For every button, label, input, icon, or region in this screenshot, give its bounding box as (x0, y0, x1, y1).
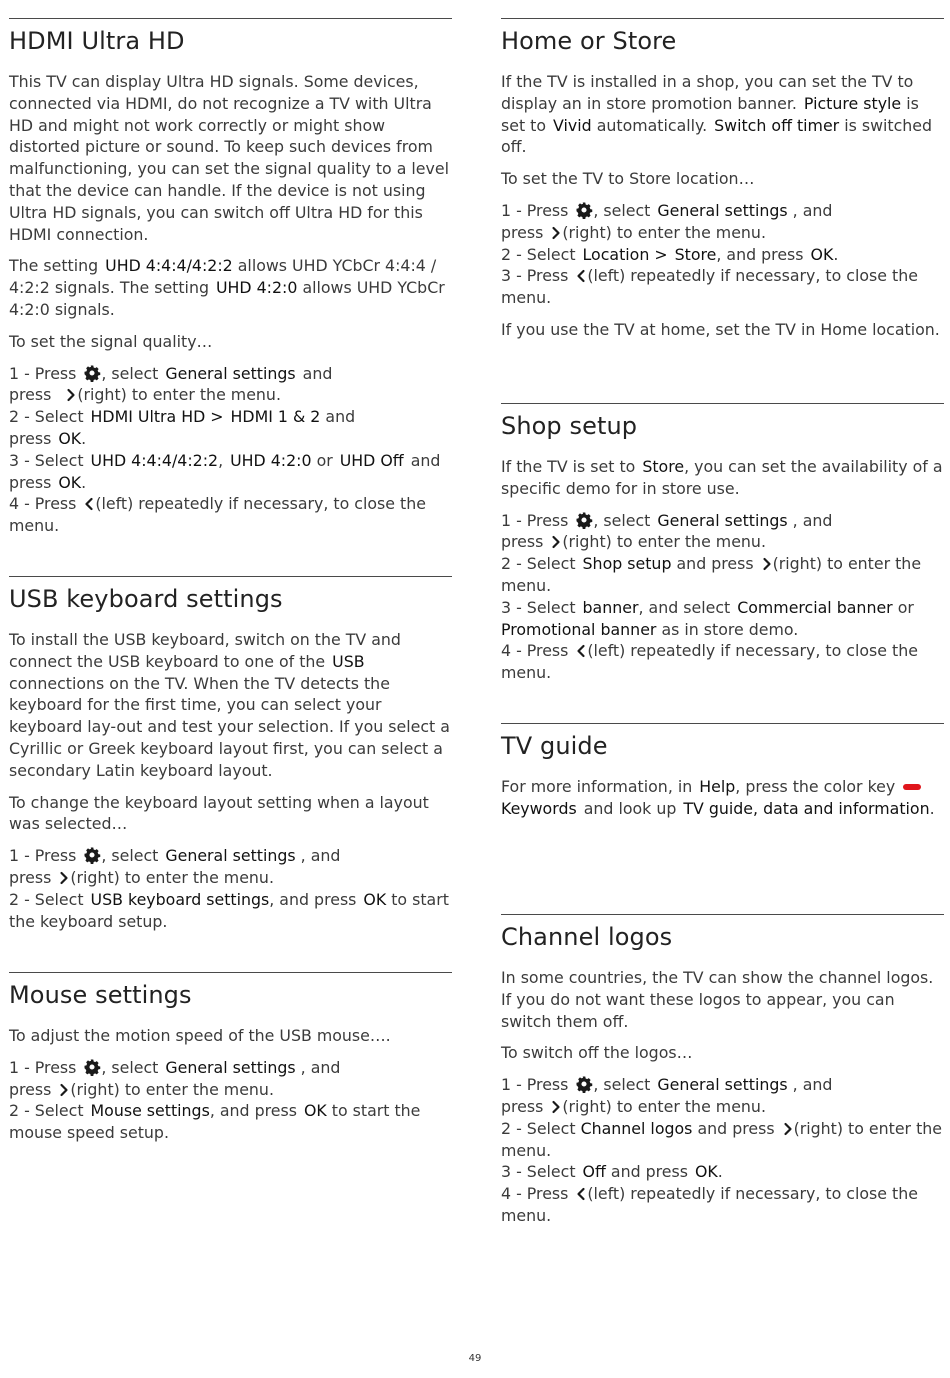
step-2: 2 - Select USB keyboard settings, and press OK to start the keyboard setup. (9, 889, 449, 931)
gear-icon (83, 846, 101, 864)
section-body (501, 967, 944, 1227)
chevron-right-icon (761, 557, 773, 571)
step-4: 4 - Press (left) repeatedly if necessary, to close the menu. (501, 1184, 918, 1225)
step-1: 1 - Press , select General settings , and press (right) to enter the menu. (9, 1057, 341, 1099)
paragraph: To install the USB keyboard, switch on the TV and connect the USB keyboard to one of the USB connections on the TV. When the TV detects the keyboard for the first time, you can select your keyboard lay-out and test your selection. If you select a Cyrillic or Greek keyboard layout first, you can select a secondary Latin keyboard layout. (9, 630, 450, 780)
step-4: 4 - Press (left) repeatedly if necessary, to close the menu. (501, 641, 918, 683)
step-1: 1 - Press , select General settings and press (right) to enter the menu. (9, 363, 333, 405)
section-title: Shop setup (501, 412, 638, 440)
section-title: Home or Store (501, 27, 677, 55)
step-3: 3 - Select Off and press OK. (501, 1162, 723, 1182)
step-1: 1 - Press , select General settings , and press (right) to enter the menu. (9, 846, 341, 887)
section-hdmi-ultra-hd (9, 18, 452, 569)
section-body (501, 71, 944, 351)
setting-uhd-444: UHD 4:4:4/4:2:2 (105, 256, 233, 276)
chevron-right-icon (550, 226, 562, 240)
gear-icon (575, 201, 593, 219)
step-3: 3 - Select UHD 4:4:4/4:2:2, UHD 4:2:0 or UHD Off and press OK. (9, 450, 441, 492)
chevron-left-icon (575, 644, 587, 658)
red-color-key-icon (902, 783, 922, 791)
chevron-left-icon (83, 497, 95, 511)
section-title: TV guide (501, 732, 608, 760)
step-2: 2 - Select Location > Store, and press OK. (501, 244, 839, 264)
step-2: 2 - Select Shop setup and press (right) to enter the menu. (501, 554, 922, 595)
paragraph: For more information, in Help, press the color keyKeywords and look up TV guide, data and information. (501, 777, 935, 818)
section-tv-guide (501, 723, 944, 904)
steps-intro: To adjust the motion speed of the USB mouse…. (9, 1026, 391, 1045)
step-1: 1 - Press , select General settings , and press (right) to enter the menu. (501, 200, 833, 242)
step-2: 2 - Select Mouse settings, and press OK to start the mouse speed setup. (9, 1101, 421, 1143)
chevron-right-icon (58, 1083, 70, 1097)
steps-intro: To set the TV to Store location… (501, 169, 755, 189)
step-3: 3 - Select banner, and select Commercial banner orPromotional banner as in store demo. (501, 597, 914, 639)
step-4: 4 - Press (left) repeatedly if necessary, to close the menu. (9, 494, 426, 536)
section-mouse-settings (9, 972, 452, 1173)
section-usb-keyboard-settings (9, 576, 452, 967)
section-title: HDMI Ultra HD (9, 27, 185, 55)
chevron-right-icon (58, 871, 70, 885)
step-2: 2 - Select Channel logos and press (right) to enter the menu. (501, 1118, 942, 1160)
chevron-left-icon (575, 1187, 587, 1201)
section-title: Mouse settings (9, 981, 192, 1009)
step-1: 1 - Press , select General settings , and press (right) to enter the menu. (501, 510, 833, 552)
section-home-or-store (501, 18, 944, 395)
chevron-right-icon (550, 1100, 562, 1114)
paragraph: The setting UHD 4:4:4/4:2:2 allows UHD YCbCr 4:4:4 / 4:2:2 signals. The setting UHD 4:2:0 allows UHD YCbCr 4:2:0 signals. (9, 256, 445, 319)
paragraph: If the TV is installed in a shop, you can set the TV to display an in store promotion banner. Picture style is set to Vivid automatically. Switch off timer is switched off. (501, 72, 933, 157)
section-title: USB keyboard settings (9, 585, 283, 613)
steps-intro: To change the keyboard layout setting when a layout was selected… (9, 792, 429, 834)
paragraph: In some countries, the TV can show the channel logos. If you do not want these logos to appear, you can switch them off. (501, 968, 934, 1031)
chevron-right-icon (550, 535, 562, 549)
step-3: 3 - Press (left) repeatedly if necessary, to close the menu. (501, 266, 918, 308)
setting-uhd-420: UHD 4:2:0 (215, 278, 298, 298)
chevron-right-icon (782, 1122, 794, 1136)
chevron-right-icon (65, 388, 77, 402)
step-1: 1 - Press , select General settings , and press (right) to enter the menu. (501, 1075, 833, 1116)
chevron-left-icon (575, 269, 587, 283)
section-body (501, 456, 944, 684)
gear-icon (575, 1075, 593, 1093)
section-title: Channel logos (501, 923, 673, 951)
section-body (9, 71, 452, 537)
section-body (9, 629, 452, 932)
steps-intro: To set the signal quality… (9, 331, 213, 351)
section-shop-setup (501, 403, 944, 714)
section-body (9, 1025, 452, 1144)
gear-icon (575, 511, 593, 529)
section-channel-logos (501, 914, 944, 1275)
paragraph: If the TV is set to Store, you can set the availability of a specific demo for in store use. (501, 457, 943, 498)
step-2: 2 - Select HDMI Ultra HD > HDMI 1 & 2 and press OK. (9, 407, 356, 448)
gear-icon (83, 364, 101, 382)
steps-intro: To switch off the logos… (501, 1043, 693, 1063)
section-body (501, 776, 944, 830)
gear-icon (83, 1058, 101, 1076)
paragraph: This TV can display Ultra HD signals. Some devices, connected via HDMI, do not recognize a TV with Ultra HD and might not work correctly or might show distorted picture or sound. To keep such devices from malfunctioning, you can set the signal quality to a level that the device can handle. If the device is not using Ultra HD signals, you can switch off Ultra HD for this HDMI connection. (9, 72, 449, 244)
page-number: 49 (468, 1353, 482, 1364)
paragraph: If you use the TV at home, set the TV in Home location. (501, 319, 940, 339)
